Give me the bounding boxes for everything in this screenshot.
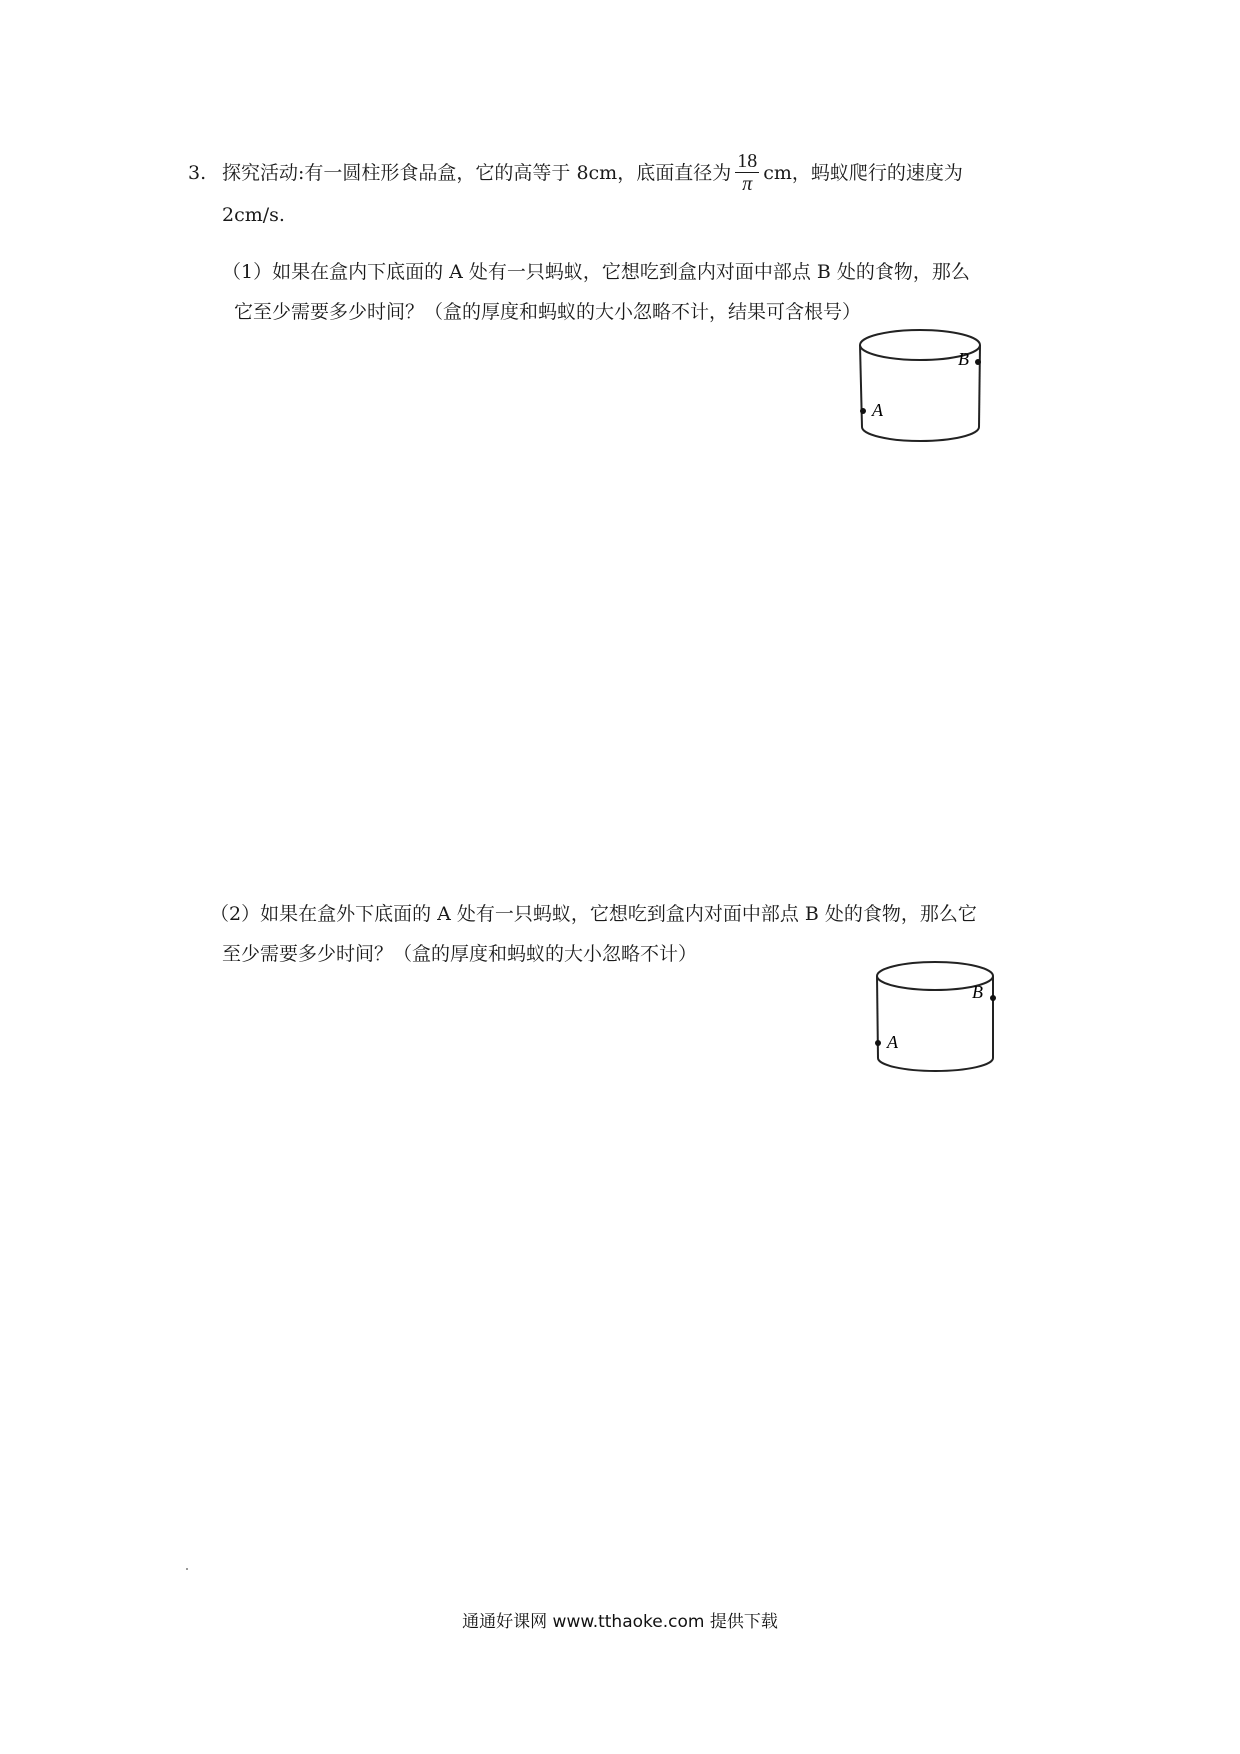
problem-3 xyxy=(188,150,1068,235)
problem-line-2 xyxy=(188,195,1068,235)
problem-text-suffix: cm，蚂蚁爬行的速度为 xyxy=(763,161,963,184)
point-b-dot xyxy=(990,995,996,1001)
cylinder-figure-1 xyxy=(842,325,1002,455)
problem-text-prefix: 探究活动:有一圆柱形食品盒，它的高等于 8cm，底面直径为 xyxy=(222,161,732,184)
fraction-denominator: π xyxy=(742,173,753,195)
fraction-numerator: 18 xyxy=(737,150,758,172)
cylinder-figure-2 xyxy=(858,958,1018,1088)
part-1-line-2: 它至少需要多少时间？（盒的厚度和蚂蚁的大小忽略不计，结果可含根号） xyxy=(234,301,862,323)
footer-source: 通通好课网 www.tthaoke.com 提供下载 xyxy=(462,1612,778,1632)
part-2-line-1: （2）如果在盒外下底面的 A 处有一只蚂蚁，它想吃到盒内对面中部点 B 处的食物，那么它 xyxy=(210,903,977,925)
part-1-question xyxy=(222,252,1082,332)
point-b-dot xyxy=(975,359,981,365)
cylinder-bottom-arc xyxy=(862,427,979,441)
point-b-label: B xyxy=(972,982,983,1002)
point-a-dot xyxy=(875,1040,881,1046)
part-1-line-1: （1）如果在盒内下底面的 A 处有一只蚂蚁，它想吃到盒内对面中部点 B 处的食物，那么 xyxy=(222,261,970,283)
point-b-label: B xyxy=(958,349,969,369)
point-a-label: A xyxy=(872,400,883,420)
point-a-dot xyxy=(860,408,866,414)
cylinder-left-edge xyxy=(860,345,862,427)
cylinder-bottom-arc xyxy=(878,1058,993,1071)
diameter-fraction xyxy=(735,150,759,195)
scan-speck xyxy=(186,1568,188,1570)
speed-text: 2cm/s. xyxy=(222,204,285,226)
part-2-line-2: 至少需要多少时间？（盒的厚度和蚂蚁的大小忽略不计） xyxy=(222,943,698,965)
problem-number: 3. xyxy=(188,161,207,184)
cylinder-right-edge xyxy=(979,345,980,427)
problem-line-1 xyxy=(188,150,1068,195)
point-a-label: A xyxy=(887,1032,898,1052)
